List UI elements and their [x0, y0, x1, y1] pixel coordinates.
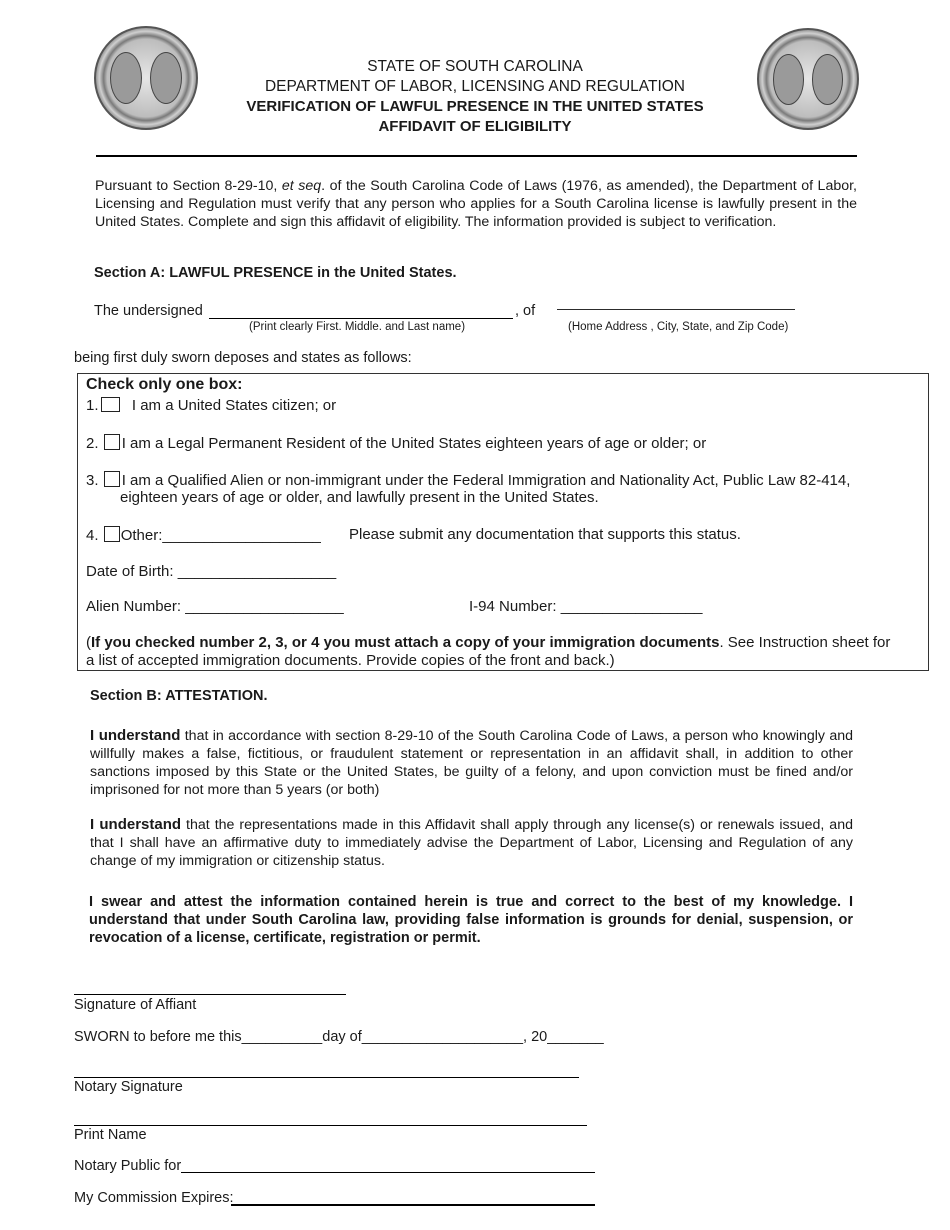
- print-name-line[interactable]: [74, 1125, 587, 1126]
- of-label: , of: [515, 303, 536, 319]
- notary-public-for-line[interactable]: [181, 1172, 595, 1173]
- address-hint: (Home Address , City, State, and Zip Code): [568, 321, 789, 333]
- header-title: VERIFICATION OF LAWFUL PRESENCE IN THE UNITED STATES: [246, 98, 704, 115]
- address-field-dashes[interactable]: —————————————————: [557, 300, 795, 316]
- permanent-resident-checkbox[interactable]: [104, 434, 120, 450]
- citizen-checkbox[interactable]: [101, 397, 120, 412]
- understand-paragraph-1: I understand that in accordance with section 8-29-10 of the South Carolina Code of Laws, a person who knowingly and willfully makes a false, fictitious, or fraudulent statement or representation in an affidavit shall, in addition to other sanctions imposed by this State or the United States, be guilty of a felony, and upon conviction must be fined and/or imprisoned for not more than 5 years (or both): [90, 727, 853, 798]
- name-hint: (Print clearly First. Middle. and Last name): [249, 321, 466, 333]
- state-seal-left: [94, 26, 198, 130]
- notary-public-for-label: Notary Public for: [74, 1158, 182, 1174]
- other-note: Please submit any documentation that supports this status.: [349, 526, 741, 543]
- option-citizen: [86, 397, 336, 414]
- option-2-label: I am a Legal Permanent Resident of the United States eighteen years of age or older; or: [121, 435, 707, 452]
- i94-number-field[interactable]: I-94 Number: _________________: [469, 598, 703, 615]
- option-1-number: 1.: [86, 397, 99, 414]
- section-a-title: Section A: LAWFUL PRESENCE in the United States.: [94, 265, 457, 281]
- affiant-signature-line[interactable]: [74, 994, 346, 995]
- qualified-alien-checkbox[interactable]: [104, 471, 120, 487]
- option-3-number: 3.: [86, 472, 99, 489]
- section-b-title: Section B: ATTESTATION.: [90, 688, 268, 704]
- header-subtitle: AFFIDAVIT OF ELIGIBILITY: [378, 118, 572, 135]
- check-title: Check only one box:: [86, 376, 243, 393]
- print-name-label: Print Name: [74, 1127, 147, 1143]
- swear-statement: I swear and attest the information contained herein is true and correct to the best of my knowledge. I understand that under South Carolina law, providing false information is grounds for denial, suspension, or revocation of a license, certificate, registration or permit.: [89, 894, 853, 946]
- option-1-label: I am a United States citizen; or: [131, 397, 337, 414]
- commission-expires-line[interactable]: [231, 1204, 595, 1206]
- immigration-documents-note: (If you checked number 2, 3, or 4 you must attach a copy of your immigration documents. See Instruction sheet for: [86, 634, 891, 651]
- commission-expires-label: My Commission Expires:: [74, 1190, 234, 1206]
- notary-signature-label: Notary Signature: [74, 1079, 183, 1095]
- state-seal-right: [757, 28, 859, 130]
- header-state: STATE OF SOUTH CAROLINA: [367, 58, 583, 75]
- name-field-line[interactable]: [209, 318, 513, 319]
- intro-paragraph: Pursuant to Section 8-29-10, et seq. of the South Carolina Code of Laws (1976, as amended), the Department of Labor, Licensing and Regulation must verify that any person who applies for a South Carolina license is lawfully present in the United States. Complete and sign this affidavit of eligibility. The information provided is subject to verification.: [95, 178, 858, 230]
- affiant-signature-label: Signature of Affiant: [74, 997, 197, 1013]
- other-checkbox[interactable]: [104, 526, 120, 542]
- other-field[interactable]: Other:___________________: [120, 527, 321, 544]
- header-department: DEPARTMENT OF LABOR, LICENSING AND REGULATION: [264, 78, 685, 95]
- sworn-statement: being first duly sworn deposes and states as follows:: [74, 350, 412, 366]
- alien-number-field[interactable]: Alien Number: ___________________: [86, 598, 344, 615]
- option-permanent-resident: [86, 434, 706, 452]
- sworn-before-line[interactable]: SWORN to before me this__________day of____________________, 20_______: [74, 1029, 604, 1045]
- notary-signature-line[interactable]: [74, 1077, 579, 1078]
- option-3-continuation: eighteen years of age or older, and lawfully present in the United States.: [120, 489, 599, 506]
- option-4-number: 4.: [86, 527, 99, 544]
- date-of-birth-field[interactable]: Date of Birth: ___________________: [86, 563, 337, 580]
- immigration-documents-note-line2: a list of accepted immigration documents. Provide copies of the front and back.): [86, 652, 615, 669]
- option-3-label: I am a Qualified Alien or non-immigrant under the Federal Immigration and Nationality Act, Public Law 82-414,: [121, 472, 851, 489]
- undersigned-label: The undersigned: [94, 303, 203, 319]
- option-other: [86, 526, 321, 544]
- understand-paragraph-2: I understand that the representations made in this Affidavit shall apply through any license(s) or renewals issued, and that I shall have an affirmative duty to immediately advise the Department of Labor, Licensing and Regulation of any change of my immigration or citizenship status.: [90, 816, 853, 869]
- header-divider: [96, 155, 857, 157]
- status-options-box: [77, 373, 929, 671]
- option-2-number: 2.: [86, 435, 99, 452]
- option-qualified-alien: [86, 471, 850, 489]
